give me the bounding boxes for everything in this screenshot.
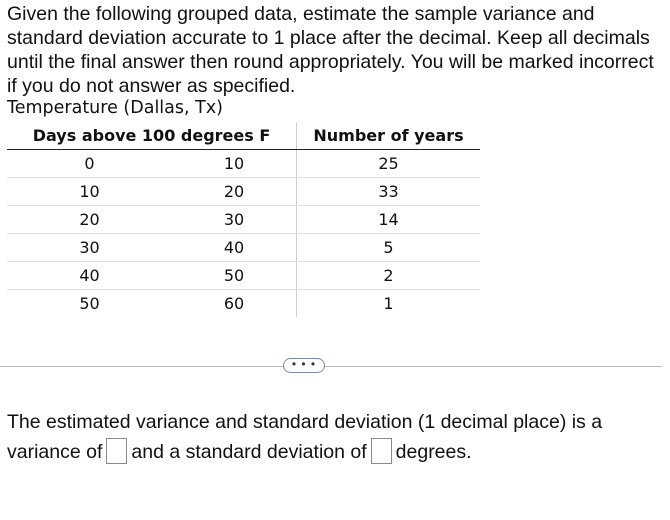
answer-suffix: degrees. [395,441,472,463]
table-row [7,234,480,262]
answer-line1: The estimated variance and standard deviation (1 decimal place) is a [7,411,603,433]
frequency-cell: 1 [383,294,394,313]
answer-statement [7,407,657,467]
frequency-cell: 5 [297,234,481,262]
class-upper-cell: 40 [172,234,297,262]
class-lower-cell: 20 [7,206,172,234]
table-row [7,150,480,178]
answer-prefix: variance of [7,441,103,463]
table-caption: Temperature (Dallas, Tx) [7,98,224,118]
table-row [7,206,480,234]
std-dev-input[interactable] [371,438,392,464]
years-header: Number of years [297,122,481,150]
class-upper-cell: 20 [172,178,297,206]
more-options-button[interactable]: • • • [283,358,325,373]
class-upper-cell: 60 [172,290,297,318]
class-lower-cell: 40 [7,262,172,290]
class-lower-cell: 10 [7,178,172,206]
frequency-cell: 2 [297,262,481,290]
question-text: Given the following grouped data, estimate the sample variance and standard deviation accurate to 1 place after the decimal. Keep all decimals until the final answer then round appropriately. You will be marked incorrect if you do not answer as specified. [7,3,654,97]
days-header: Days above 100 degrees F [7,122,297,150]
class-lower-cell: 0 [7,150,172,178]
class-lower-cell: 50 [79,294,100,313]
variance-input[interactable] [106,438,127,464]
grouped-data-table [7,122,480,317]
table-header-row [7,122,480,150]
table-row [7,178,480,206]
class-upper-cell: 50 [172,262,297,290]
class-lower-cell: 30 [7,234,172,262]
section-divider [0,366,662,367]
frequency-cell: 14 [297,206,481,234]
table-row [7,262,480,290]
class-upper-cell: 30 [172,206,297,234]
frequency-cell: 33 [297,178,481,206]
class-upper-cell: 10 [172,150,297,178]
table-row [7,290,480,318]
frequency-cell: 25 [297,150,481,178]
answer-middle: and a standard deviation of [131,441,367,463]
